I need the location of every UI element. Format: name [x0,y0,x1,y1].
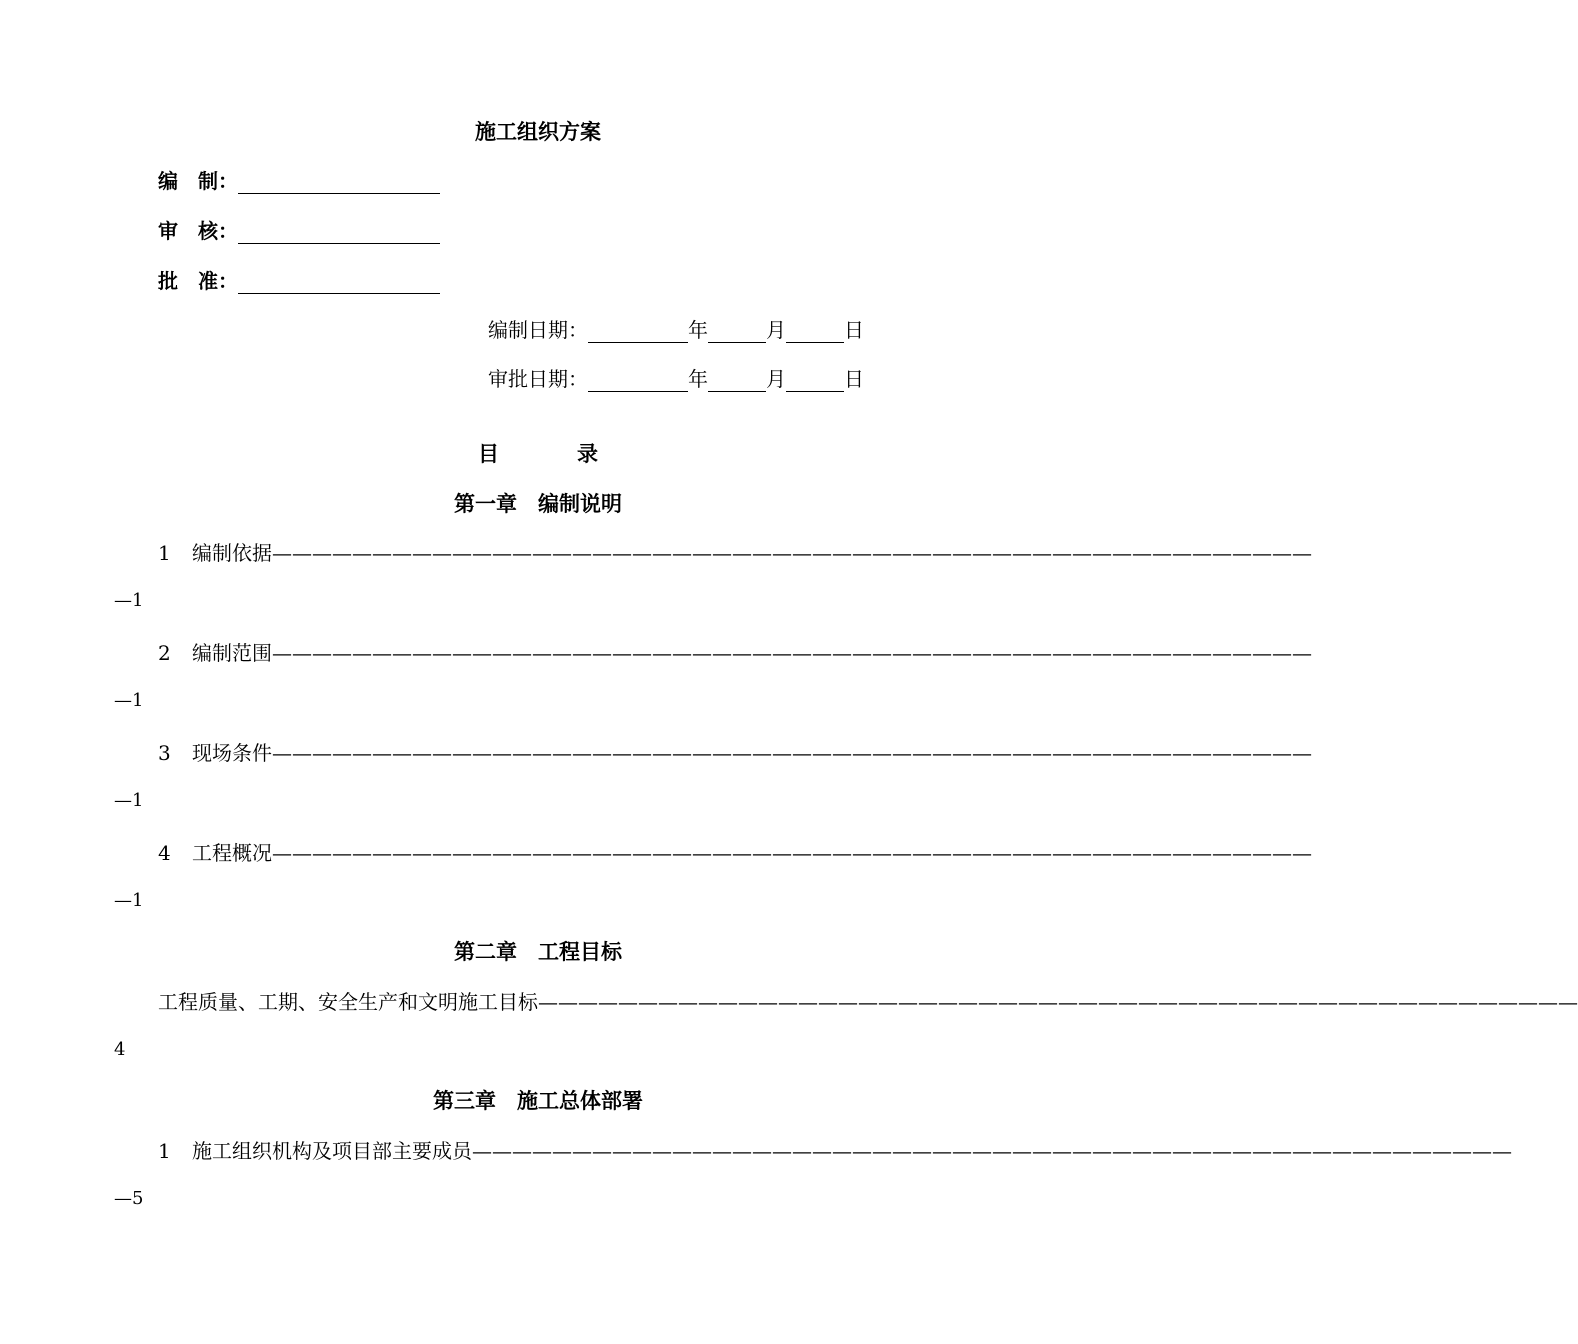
toc-entry-page: —1 [114,690,144,711]
toc-entry-text: 编制范围 [192,641,272,665]
day-line [786,369,844,392]
toc-leader: ———————————————————————————————————————————————————— [272,641,1312,665]
year-line [588,320,688,343]
toc-entry-number: 4 [158,841,171,865]
signature-row-compiler [158,165,440,194]
signature-line [238,171,440,194]
year-line [588,369,688,392]
day-label: 日 [844,318,864,342]
signature-label-b: 核： [198,219,238,243]
toc-entry-number: 3 [158,741,171,765]
toc-entry-number: 2 [158,641,171,665]
toc-leader: ———————————————————————————————————————————————————— [272,741,1312,765]
month-label: 月 [766,318,786,342]
toc-leader: ———————————————————————————————————————————————————— [472,1139,1512,1163]
toc-heading-b: 录 [577,441,598,466]
signature-label-b: 制： [198,169,238,193]
toc-entry-page: —1 [114,790,144,811]
toc-entry-text: 现场条件 [192,741,272,765]
chapter-title: 第二章 工程目标 [454,939,622,964]
month-line [708,320,766,343]
toc-entry-text: 工程质量、工期、安全生产和文明施工目标 [158,990,538,1014]
toc-entry[interactable] [158,986,1578,1015]
signature-label-b: 准： [198,269,238,293]
document-title: 施工组织方案 [475,119,601,144]
signature-label-a: 审 [158,219,178,243]
toc-leader: ———————————————————————————————————————————————————— [272,541,1312,565]
toc-entry[interactable] [158,837,1312,866]
year-label: 年 [688,367,708,391]
toc-entry-text: 施工组织机构及项目部主要成员 [192,1139,472,1163]
toc-entry-text: 工程概况 [192,841,272,865]
signature-label-a: 编 [158,169,178,193]
year-label: 年 [688,318,708,342]
toc-entry[interactable] [158,737,1312,766]
toc-leader: ———————————————————————————————————————————————————— [272,841,1312,865]
toc-entry-text: 编制依据 [192,541,272,565]
approve-date-row [488,363,864,392]
compile-date-row [488,314,864,343]
signature-line [238,271,440,294]
toc-entry[interactable] [158,1135,1512,1164]
toc-entry-page: —1 [114,890,144,911]
toc-entry-number: 1 [158,541,171,565]
signature-label-a: 批 [158,269,178,293]
day-label: 日 [844,367,864,391]
toc-entry-page: 4 [114,1039,126,1060]
date-label: 审批日期： [488,367,588,391]
chapter-title: 第一章 编制说明 [454,491,622,516]
day-line [786,320,844,343]
month-line [708,369,766,392]
toc-entry[interactable] [158,537,1312,566]
chapter-title: 第三章 施工总体部署 [433,1088,643,1113]
toc-entry[interactable] [158,637,1312,666]
date-label: 编制日期： [488,318,588,342]
toc-heading [478,438,598,468]
toc-entry-page: —5 [114,1188,144,1209]
signature-line [238,221,440,244]
toc-leader: ———————————————————————————————————————————————————— [538,990,1578,1014]
toc-entry-page: —1 [114,590,144,611]
signature-row-reviewer [158,215,440,244]
signature-row-approver [158,265,440,294]
month-label: 月 [766,367,786,391]
toc-heading-a: 目 [478,441,499,466]
toc-entry-number: 1 [158,1139,171,1163]
